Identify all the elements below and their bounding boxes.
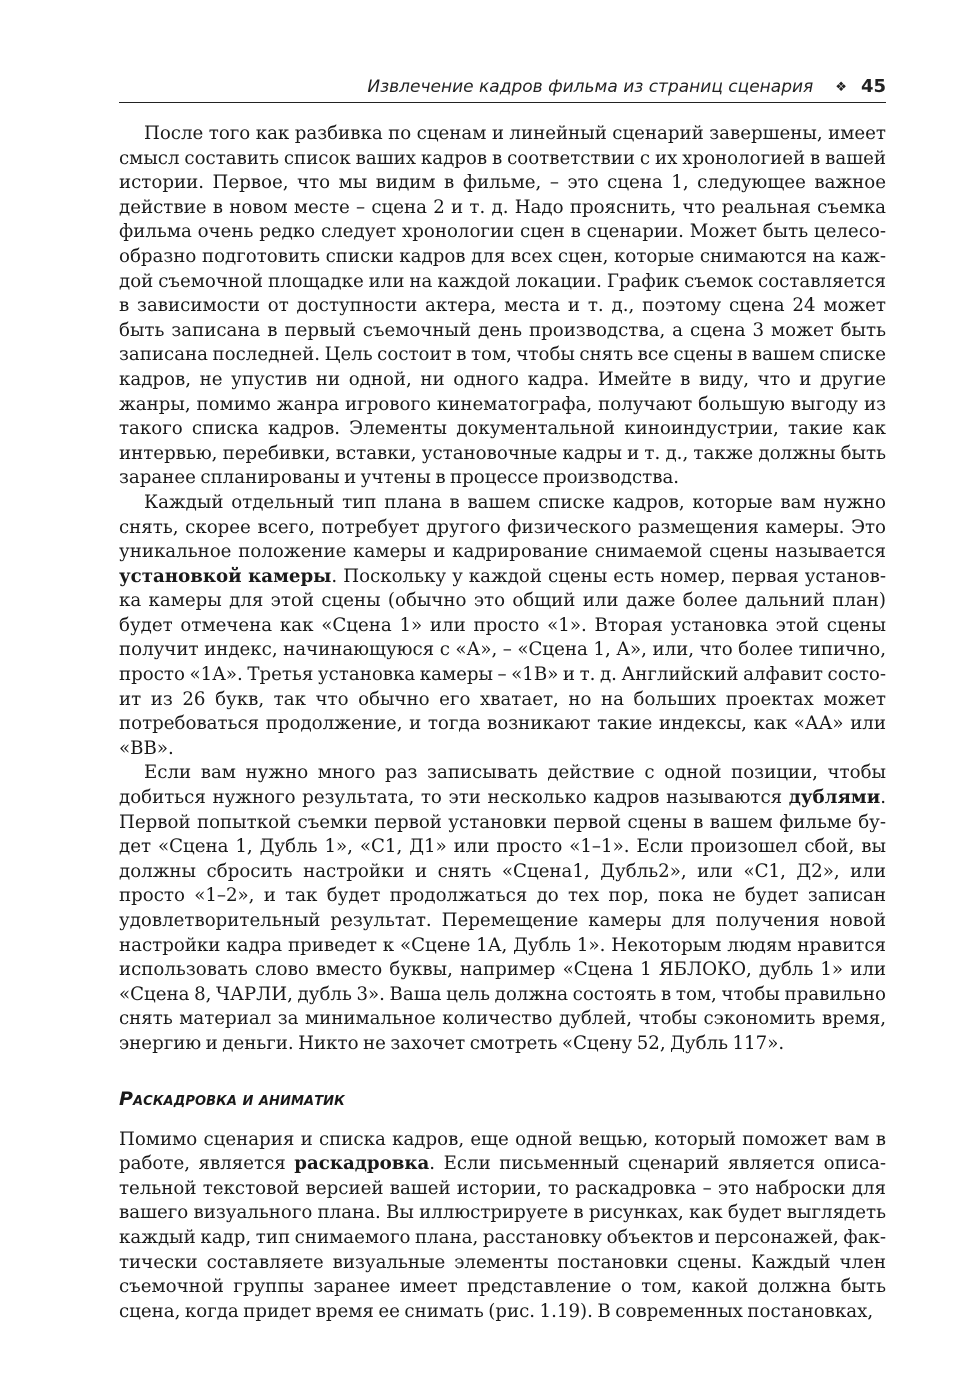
paragraph bbox=[119, 761, 886, 1056]
paragraph bbox=[119, 491, 886, 762]
section-heading: Раскадровка и аниматик bbox=[119, 1087, 345, 1110]
paragraph-text: После того как разбивка по сценам и линейный сценарий завершены, имеет смысл составить список ваших кадров в соответствии с их хронологией в вашей истории. Первое, что мы видим в фильме, – это сцена 1, следующее важное действие в новом месте – сцена 2 и т. д. Надо прояснить, что реальная съемка фильма очень редко следует хронологии сцен в сценарии. Может быть целесообразно подготовить списки кадров для всех сцен, которые снимаются на каждой съемочной площадке или на каждой локации. График съемок составляется в зависимости от доступности актера, места и т. д., поэтому сцена 24 может быть записана в первый съемочный день производства, а сцена 3 может быть записана последней. Цель состоит в том, чтобы снять все сцены в вашем списке кадров, не упустив ни одной, ни одного кадра. Имейте в виду, что и другие жанры, помимо жанра игрового кинематографа, получают большую выгоду из такого списка кадров. Элементы документальной киноиндустрии, такие как интервью, перебивки, вставки, установочные кадры и т. д., также должны быть заранее спланированы и учтены в процессе производства. bbox=[119, 123, 886, 489]
paragraph-text: Если вам нужно много раз записывать действие с одной позиции, чтобы добиться нужного результата, то эти несколько кадров называются bbox=[119, 762, 886, 809]
paragraph-text: Помимо сценария и списка кадров, еще одной вещью, который поможет вам в работе, является bbox=[119, 1128, 886, 1175]
paragraph bbox=[119, 1128, 886, 1325]
running-header bbox=[119, 76, 886, 103]
paragraph-text: . Если письменный сценарий является описательной текстовой версией вашей истории, то раскадровка – это наброски для вашего визуального плана. Вы иллюстрируете в рисунках, как будет выглядеть каждый кадр, тип снимаемого плана, расстановку объектов и персонажей, фактически составляете визуальные элементы постановки сцены. Каждый член съемочной группы заранее имеет представление о том, какой должна быть сцена, когда придет время ее снимать (рис. 1.19). В современных постановках, bbox=[119, 1153, 886, 1322]
paragraph bbox=[119, 122, 886, 491]
term-bold: дублями bbox=[788, 787, 881, 809]
paragraph-text: . Первой попыткой съемки первой установки первой сцены в вашем фильме будет «Сцена 1, Дубль 1», «С1, Д1» или просто «1–1». Если произошел сбой, вы должны сбросить настройки и снять «Сцена1, Дубль2», или «С1, Д2», или просто «1–2», и так будет продолжаться до тех пор, пока не будет записан удовлетворительный результат. Перемещение камеры для получения новой настройки кадра приведет к «Сцене 1А, Дубль 1». Некоторым людям нравится использовать слово вместо буквы, например «Сцена 1 ЯБЛОКО, дубль 1» или «Сцена 8, ЧАРЛИ, дубль 3». Ваша цель должна состоять в том, чтобы правильно снять материал за минимальное количество дублей, чтобы сэкономить время, энергию и деньги. Никто не захочет смотреть «Сцену 52, Дубль 117». bbox=[119, 787, 886, 1054]
body-text bbox=[119, 122, 886, 1324]
paragraph-text: Каждый отдельный тип плана в вашем списке кадров, которые вам нужно снять, скорее всего, потребует другого физического размещения камеры. Это уникальное положение камеры и кадрирование снимаемой сцены называется bbox=[119, 491, 886, 563]
page-number: 45 bbox=[860, 76, 886, 97]
ornament-icon: ❖ bbox=[835, 80, 847, 95]
running-header-title: Извлечение кадров фильма из страниц сценария bbox=[367, 77, 814, 97]
paragraph-text: . Поскольку у каждой сцены есть номер, первая установка камеры для этой сцены (обычно это общий или даже более дальний план) будет отмечена как «Сцена 1» или просто «1». Вторая установка этой сцены получит индекс, начинающуюся с «А», – «Сцена 1, А», или, что более типично, просто «1А». Третья установка камеры – «1В» и т. д. Английский алфавит состоит из 26 букв, так что обычно его хватает, но на больших проектах может потребоваться продолжение, и тогда возникают такие индексы, как «АА» или «ВВ». bbox=[119, 565, 886, 759]
term-bold: установкой камеры bbox=[119, 565, 332, 587]
term-bold: раскадровка bbox=[294, 1153, 430, 1175]
